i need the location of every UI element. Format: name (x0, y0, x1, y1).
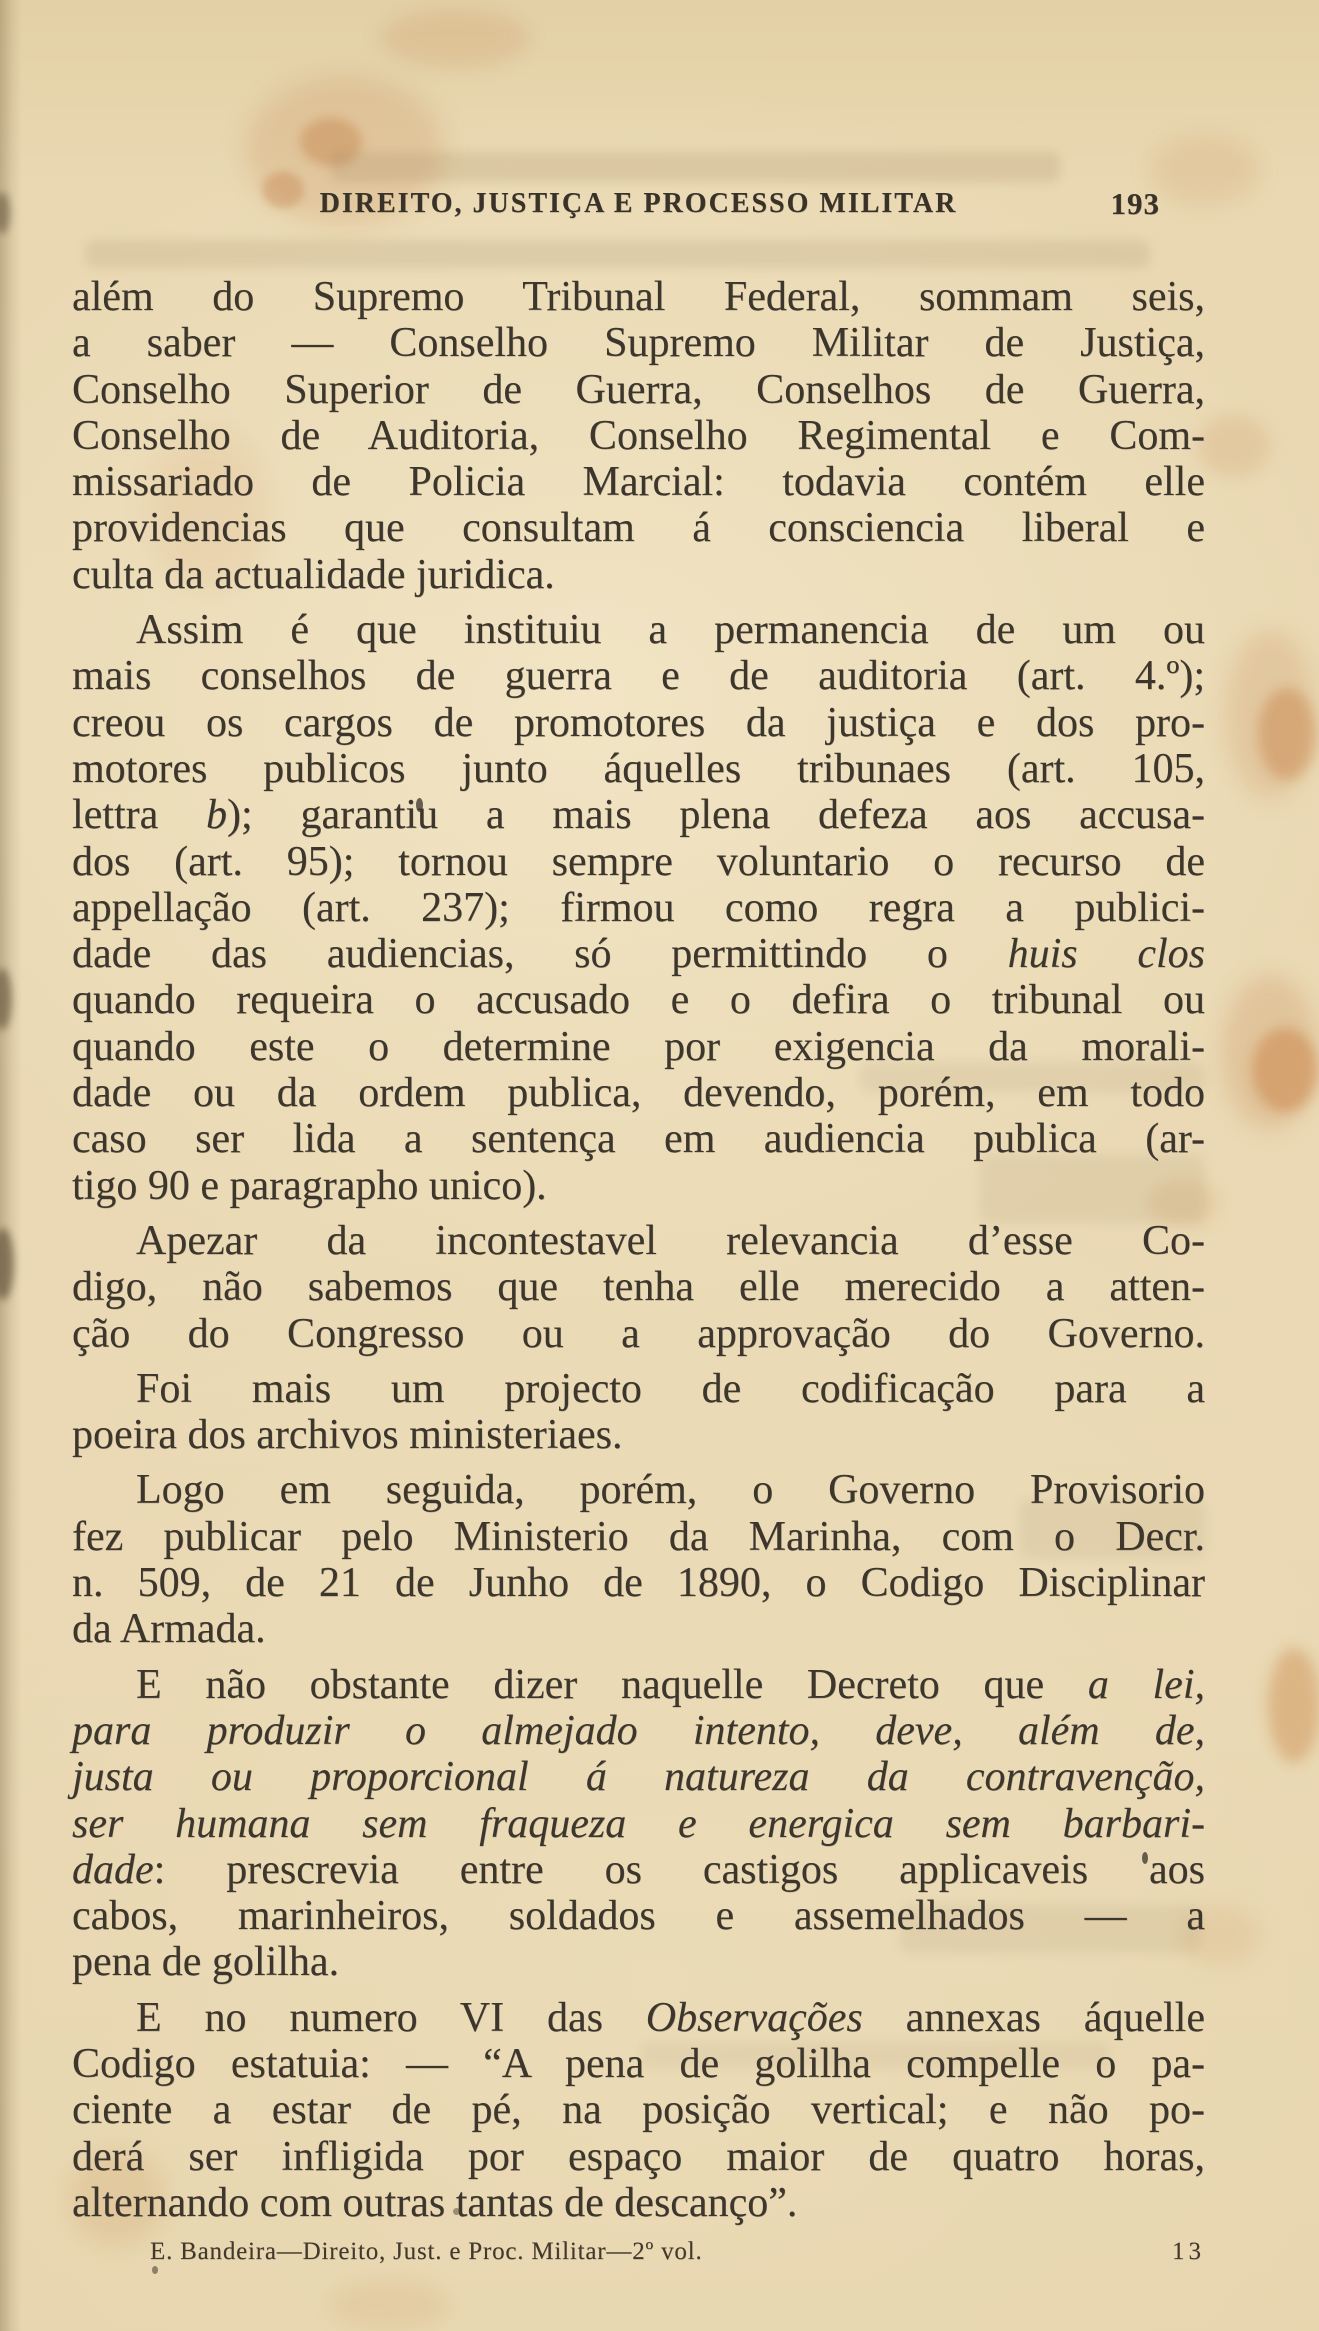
italic-text-segment: dade (72, 1846, 154, 1893)
text-segment: dos (art. 95); tornou sempre voluntario o recurso de (72, 838, 1205, 885)
text-line (72, 505, 1205, 551)
text-segment: caso ser lida a sentença em audiencia publica (ar- (72, 1116, 1205, 1163)
paper-stain (1222, 975, 1318, 1130)
text-line (72, 885, 1205, 931)
text-segment: alternando com outras tantas de descanço”. (72, 2179, 798, 2226)
text-segment: Foi mais um projecto de codificação para a (136, 1365, 1205, 1412)
text-line (72, 1218, 1205, 1264)
text-line (72, 459, 1205, 505)
italic-text-segment: a lei, (1087, 1661, 1205, 1708)
italic-text-segment: ser humana sem fraqueza e energica sem barbari- (72, 1800, 1205, 1847)
text-segment: mais conselhos de guerra e de auditoria (art. 4.º); (72, 653, 1205, 700)
text-line (72, 700, 1205, 746)
text-line (72, 1560, 1205, 1606)
text-segment: providencias que consultam á consciencia liberal e (72, 505, 1205, 552)
text-line (72, 1024, 1205, 1070)
text-line (72, 1264, 1205, 1310)
text-line (72, 2180, 1205, 2226)
footer-credit: E. Bandeira—Direito, Just. e Proc. Militar—2º vol. (150, 2238, 703, 2265)
text-line (72, 607, 1205, 653)
text-segment: tigo 90 e paragrapho unico). (72, 1162, 547, 1209)
text-segment: culta da actualidade juridica. (72, 551, 555, 598)
footer-folio-number: 13 (1172, 2238, 1205, 2265)
text-segment: ção do Congresso ou a approvação do Governo. (72, 1310, 1205, 1357)
text-line (72, 1708, 1205, 1754)
text-segment: quando este o determine por exigencia da morali- (72, 1023, 1205, 1070)
text-line (72, 1662, 1205, 1708)
text-line (72, 413, 1205, 459)
italic-text-segment: para produzir o almejado intento, deve, além de, (72, 1707, 1205, 1754)
text-segment: lettra (72, 792, 207, 839)
paragraph (72, 1366, 1205, 1459)
text-segment: Assim é que instituiu a permanencia de um ou (136, 607, 1205, 654)
showthrough-band (85, 240, 1150, 268)
text-line (72, 1801, 1205, 1847)
text-segment: ciente a estar de pé, na posição vertical; e não po- (72, 2087, 1205, 2134)
text-line (72, 1467, 1205, 1513)
text-line (72, 653, 1205, 699)
text-segment: annexas áquelle (862, 1994, 1205, 2041)
paragraph (72, 607, 1205, 1209)
text-segment: dade das audiencias, só permittindo o (72, 931, 1008, 978)
text-line (72, 931, 1205, 977)
paper-stain (1258, 688, 1316, 780)
text-line (72, 274, 1205, 320)
text-segment: motores publicos junto áquelles tribunaes (art. 105, (72, 745, 1205, 792)
page-number: 193 (1110, 186, 1160, 221)
italic-text-segment: justa ou proporcional á natureza da contravenção, (72, 1754, 1205, 1801)
text-line (72, 1366, 1205, 1412)
text-segment: cabos, marinheiros, soldados e assemelhados — a (72, 1893, 1205, 1940)
text-line (72, 746, 1205, 792)
page-gutter-shadow (0, 0, 22, 2331)
text-line (72, 1893, 1205, 1939)
text-line (72, 1070, 1205, 1116)
page-body (72, 274, 1205, 2226)
text-line (72, 2087, 1205, 2133)
paragraph (72, 1995, 1205, 2226)
showthrough-band (330, 152, 1060, 182)
text-segment: Codigo estatuia: — “A pena de golilha compelle o pa- (72, 2040, 1205, 2087)
text-line (72, 1606, 1205, 1652)
text-segment: : prescrevia entre os castigos applicaveis aos (153, 1846, 1205, 1893)
text-line (72, 1754, 1205, 1800)
text-line (72, 2134, 1205, 2180)
paragraph (72, 274, 1205, 598)
text-line (72, 1311, 1205, 1357)
text-line (72, 1995, 1205, 2041)
text-line (72, 1939, 1205, 1985)
text-segment: além do Supremo Tribunal Federal, sommam seis, (72, 274, 1205, 320)
text-segment: digo, não sabemos que tenha elle merecido a atten- (72, 1264, 1205, 1311)
running-header (72, 188, 1205, 222)
paper-stain (1268, 1648, 1319, 1763)
text-line (72, 792, 1205, 838)
text-segment: Conselho Superior de Guerra, Conselhos de Guerra, (72, 366, 1205, 413)
text-segment: fez publicar pelo Ministerio da Marinha, com o Decr. (72, 1513, 1205, 1560)
page-footer (72, 2238, 1205, 2278)
text-line (72, 1163, 1205, 1209)
text-line (72, 1116, 1205, 1162)
italic-text-segment: b (206, 792, 228, 839)
running-header-title: DIREITO, JUSTIÇA E PROCESSO MILITAR (319, 188, 958, 219)
text-segment: appellação (art. 237); firmou como regra a publici- (72, 884, 1205, 931)
text-line (72, 839, 1205, 885)
italic-text-segment: Observações (645, 1994, 863, 2041)
text-segment: n. 509, de 21 de Junho de 1890, o Codigo Disciplinar (72, 1560, 1205, 1607)
text-segment: a saber — Conselho Supremo Militar de Justiça, (72, 320, 1205, 367)
paper-stain (300, 118, 362, 166)
text-segment: derá ser infligida por espaço maior de quatro horas, (72, 2133, 1205, 2180)
text-line (72, 1514, 1205, 1560)
text-segment: ); garantiu a mais plena defeza aos accusa- (227, 792, 1205, 839)
paragraph (72, 1467, 1205, 1652)
text-line (72, 977, 1205, 1023)
text-line (72, 1412, 1205, 1458)
text-segment: E não obstante dizer naquelle Decreto que (136, 1661, 1088, 1708)
paragraph (72, 1218, 1205, 1357)
paper-stain (380, 8, 530, 68)
text-segment: Conselho de Auditoria, Conselho Regimental e Com- (72, 412, 1205, 459)
text-segment: da Armada. (72, 1606, 266, 1653)
text-segment: missariado de Policia Marcial: todavia contém elle (72, 459, 1205, 506)
text-segment: poeira dos archivos ministeriaes. (72, 1412, 623, 1459)
paper-stain (1252, 1028, 1318, 1112)
text-segment: quando requeira o accusado e o defira o tribunal ou (72, 977, 1205, 1024)
text-line (72, 552, 1205, 598)
text-segment: E no numero VI das (136, 1994, 646, 2041)
text-segment: creou os cargos de promotores da justiça e dos pro- (72, 699, 1205, 746)
paper-stain (1198, 415, 1270, 477)
text-segment: dade ou da ordem publica, devendo, porém, em todo (72, 1070, 1205, 1117)
italic-text-segment: huis clos (1007, 931, 1205, 978)
paragraph (72, 1662, 1205, 1986)
text-segment: Logo em seguida, porém, o Governo Provisorio (136, 1467, 1205, 1514)
text-line (72, 367, 1205, 413)
text-line (72, 1847, 1205, 1893)
text-segment: Apezar da incontestavel relevancia d’esse Co- (136, 1217, 1205, 1264)
text-line (72, 320, 1205, 366)
text-segment: pena de golilha. (72, 1939, 340, 1986)
paper-stain (1225, 630, 1315, 800)
text-line (72, 2041, 1205, 2087)
paper-stain (330, 2280, 450, 2330)
